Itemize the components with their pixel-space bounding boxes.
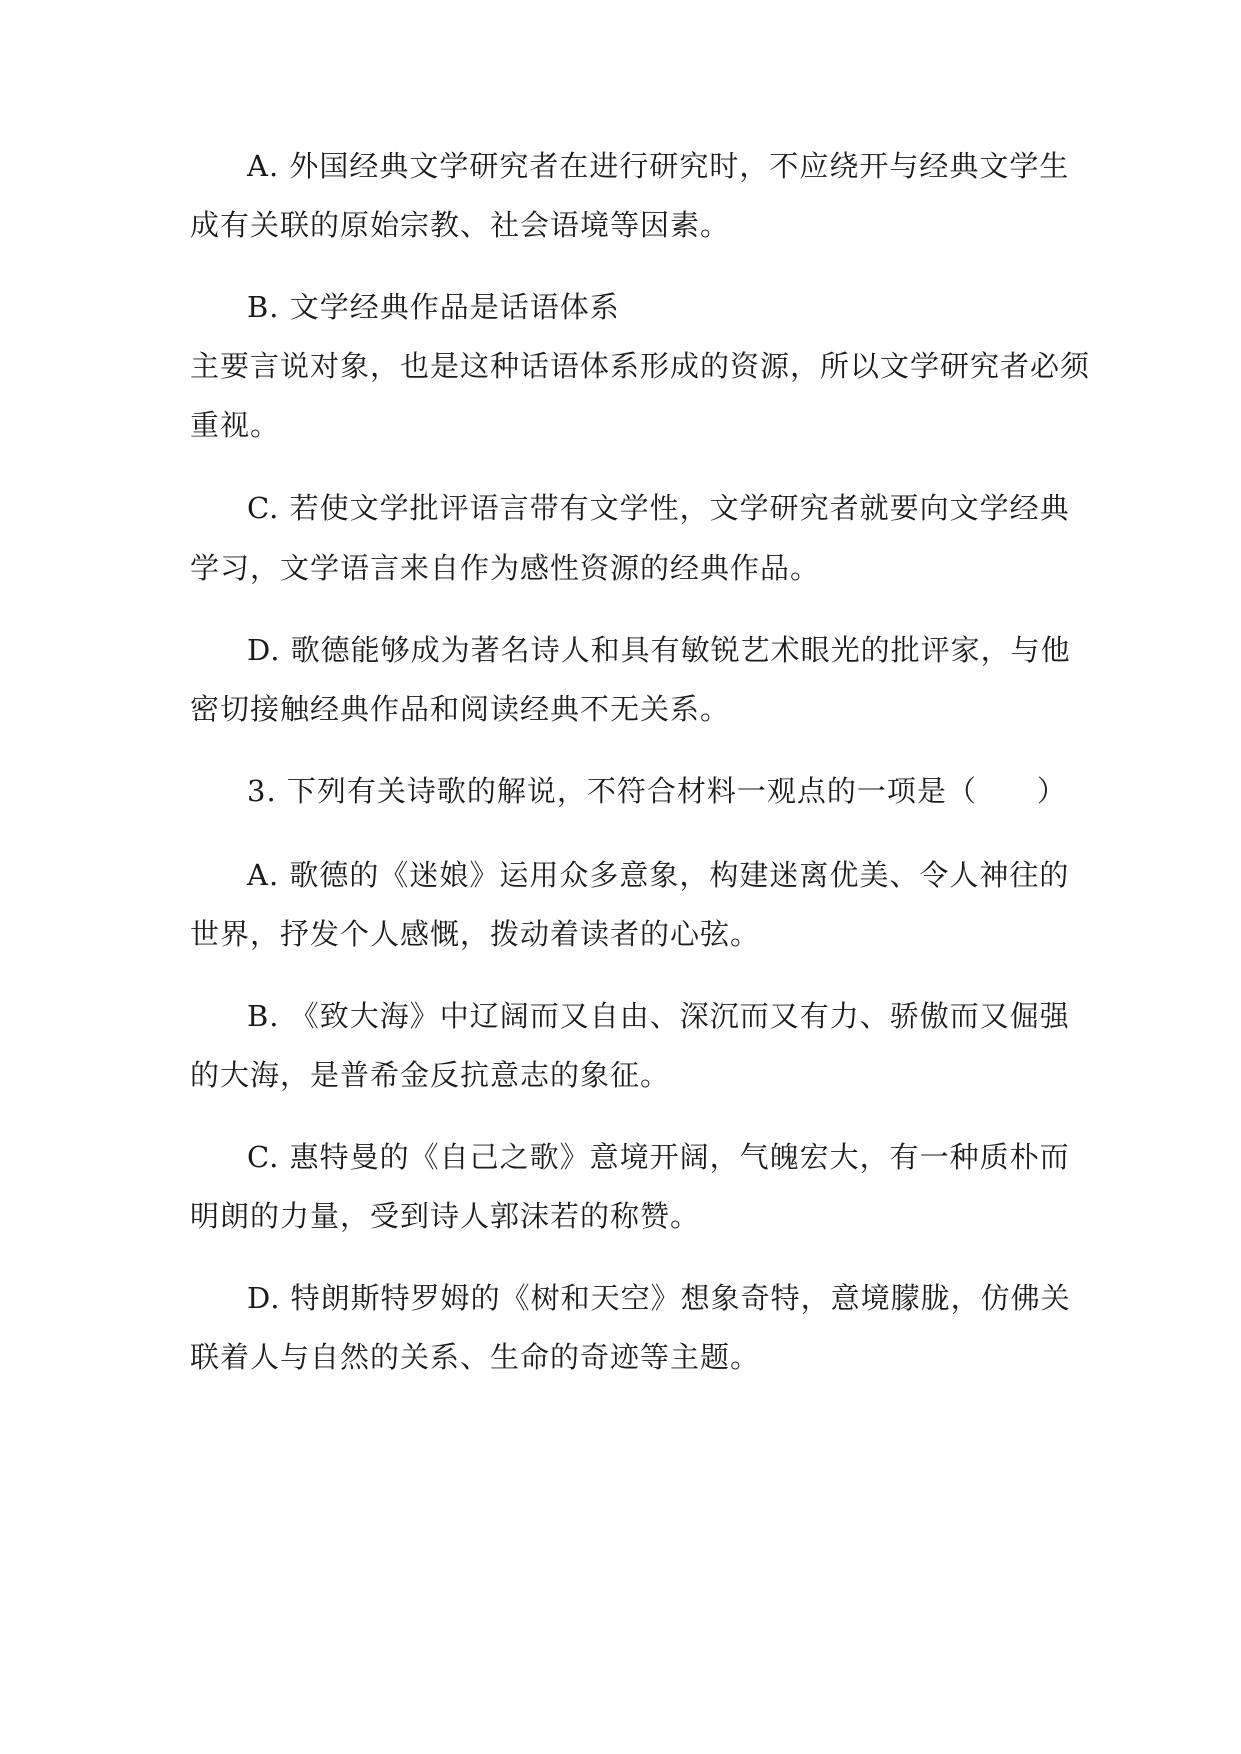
option-line: C. 惠特曼的《自己之歌》意境开阔，气魄宏大，有一种质朴而 [247, 1140, 1070, 1174]
option-line: 世界，抒发个人感慨，拨动着读者的心弦。 [190, 917, 761, 951]
option-line: B. 文学经典作品是话语体系 [247, 290, 620, 324]
option-line: D. 特朗斯特罗姆的《树和天空》想象奇特，意境朦胧，仿佛关 [247, 1281, 1071, 1315]
option-line: A. 外国经典文学研究者在进行研究时，不应绕开与经典文学生 [247, 149, 1070, 183]
option-line: C. 若使文学批评语言带有文学性，文学研究者就要向文学经典 [247, 491, 1070, 525]
question3-stem-text: 3. 下列有关诗歌的解说，不符合材料一观点的一项是（ [247, 774, 977, 808]
option-line: 成有关联的原始宗教、社会语境等因素。 [190, 208, 731, 242]
option-line: 联着人与自然的关系、生命的奇迹等主题。 [190, 1340, 761, 1374]
option-line: 学习，文学语言来自作为感性资源的经典作品。 [190, 551, 821, 585]
option-line: B. 《致大海》中辽阔而又自由、深沉而又有力、骄傲而又倔强 [247, 999, 1070, 1033]
option-line: D. 歌德能够成为著名诗人和具有敏锐艺术眼光的批评家，与他 [247, 633, 1071, 667]
option-line: 密切接触经典作品和阅读经典不无关系。 [190, 692, 731, 726]
option-line: 的大海，是普希金反抗意志的象征。 [190, 1058, 671, 1092]
option-line: A. 歌德的《迷娘》运用众多意象，构建迷离优美、令人神往的 [247, 858, 1070, 892]
option-line: 主要言说对象，也是这种话语体系形成的资源，所以文学研究者必须 [190, 349, 1091, 383]
option-line: 明朗的力量，受到诗人郭沫若的称赞。 [190, 1199, 701, 1233]
question3-stem [247, 773, 1127, 809]
option-line: 重视。 [190, 408, 281, 442]
question3-stem-close: ） [1036, 774, 1067, 808]
